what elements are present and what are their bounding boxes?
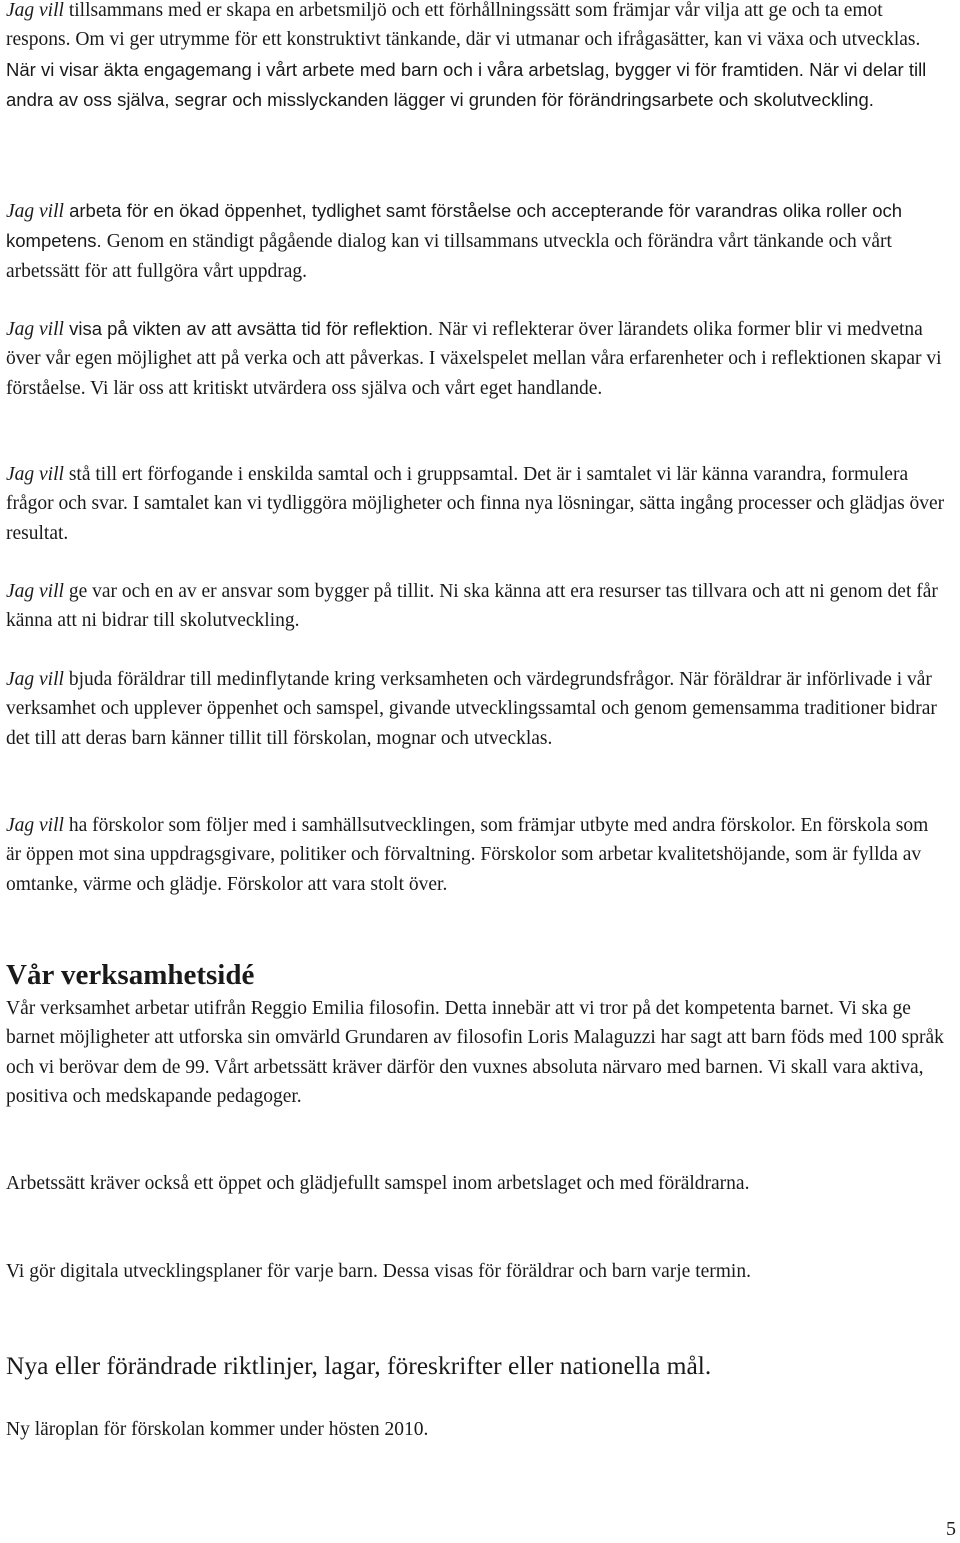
paragraph: [6, 196, 946, 286]
section-paragraph: Vår verksamhet arbetar utifrån Reggio Emilia filosofin. Detta innebär att vi tror på det kompetenta barnet. Vi ska ge barnet möjligheter att utforska sin omvärld Grundaren av filosofin Loris Malaguzzi har sagt att barn föds med 100 språk och vi berövar dem de 99. Vårt arbetssätt kräver därför den vuxnes absoluta närvaro med barnen. Vi skall vara aktiva, positiva och medskapande pedagoger.: [6, 998, 944, 1107]
lead-phrase: Jag vill: [6, 815, 64, 836]
lead-phrase: Jag vill: [6, 581, 64, 602]
lead-phrase: Jag vill: [6, 319, 64, 340]
paragraph-text: stå till ert förfogande i enskilda samtal och i gruppsamtal. Det är i samtalet vi lär känna varandra, formulera frågor och svar. I samtalet kan vi tydliggöra möjligheter och finna nya lösningar, sätta ingång processer och glädjas över resultat.: [6, 464, 945, 544]
paragraph-text: tillsammans med er skapa en arbetsmiljö och ett förhållningssätt som främjar vår vilja att ge och ta emot respons.: [6, 0, 883, 51]
section-heading: Vår verksamhetsidé: [6, 959, 255, 991]
lead-phrase: Jag vill: [6, 201, 64, 222]
paragraph-text: När vi reflekterar över lärandets olika former blir vi medvetna över vår egen möjlighet att på verka och att påverkas. I växelspelet mellan våra erfarenheter och i reflektionen skapar vi förståelse. Vi lär oss att kritiskt utvärdera oss själva och vårt eget handlande.: [6, 319, 942, 399]
paragraph: [6, 314, 946, 403]
section-paragraph: Vi gör digitala utvecklingsplaner för varje barn. Dessa visas för föräldrar och barn varje termin.: [6, 1261, 751, 1282]
paragraph-text: När vi delar till andra av oss själva, segrar och misslyckanden lägger vi grunden för förändringsarbete och skolutveckling.: [6, 58, 927, 110]
lead-phrase: Jag vill: [6, 669, 64, 690]
paragraph-text: ha förskolor som följer med i samhällsutvecklingen, som främjar utbyte med andra förskolor. En förskola som är öppen mot sina uppdragsgivare, politiker och förvaltning. Förskolor som arbetar kvalitetshöjande, som är fyllda av omtanke, värme och glädje. Förskolor att vara stolt över.: [6, 815, 929, 895]
paragraph-text: bjuda föräldrar till medinflytande kring verksamheten och värdegrundsfrågor. När föräldrar är införlivade i vår verksamhet och upplever öppenhet och samspel, givande utvecklingssamtal och genom gemensamma traditioner bidrar det till att deras barn känner tillit till förskolan, mognar och utvecklas.: [6, 669, 937, 749]
paragraph-text: Genom en ständigt pågående dialog kan vi tillsammans utveckla och förändra vårt tänkande och vårt arbetssätt för att fullgöra vårt uppdrag.: [6, 231, 892, 282]
paragraph: [6, 577, 946, 636]
paragraph-text: När vi visar äkta engagemang i vårt arbete med barn och i våra arbetslag, bygger vi för framtiden.: [6, 58, 810, 80]
paragraph: [6, 811, 946, 899]
paragraph-text: Om vi ger utrymme för ett konstruktivt tänkande, där vi utmanar och ifrågasätter, kan vi växa och utvecklas.: [75, 29, 921, 51]
lead-phrase: Jag vill: [6, 464, 64, 485]
page-number: 5: [946, 1518, 956, 1540]
paragraph-text: arbeta för en ökad öppenhet, tydlighet samt förståelse och accepterande för varandras olika roller och kompetens.: [6, 200, 903, 252]
paragraph: [6, 665, 946, 753]
paragraph-text: visa på vikten av att avsätta tid för reflektion.: [63, 318, 439, 339]
paragraph-text: ge var och en av er ansvar som bygger på tillit. Ni ska känna att era resurser tas tillvara och att ni genom det får känna att ni bidrar till skolutveckling.: [6, 581, 938, 632]
paragraph: [6, 460, 946, 548]
subsection-heading: Nya eller förändrade riktlinjer, lagar, föreskrifter eller nationella mål.: [6, 1351, 712, 1380]
intro-paragraph: [6, 0, 946, 115]
lead-phrase: Jag vill: [6, 0, 64, 21]
subsection-paragraph: Ny läroplan för förskolan kommer under hösten 2010.: [6, 1419, 429, 1440]
section-paragraph: Arbetssätt kräver också ett öppet och glädjefullt samspel inom arbetslaget och med föräldrarna.: [6, 1173, 750, 1194]
